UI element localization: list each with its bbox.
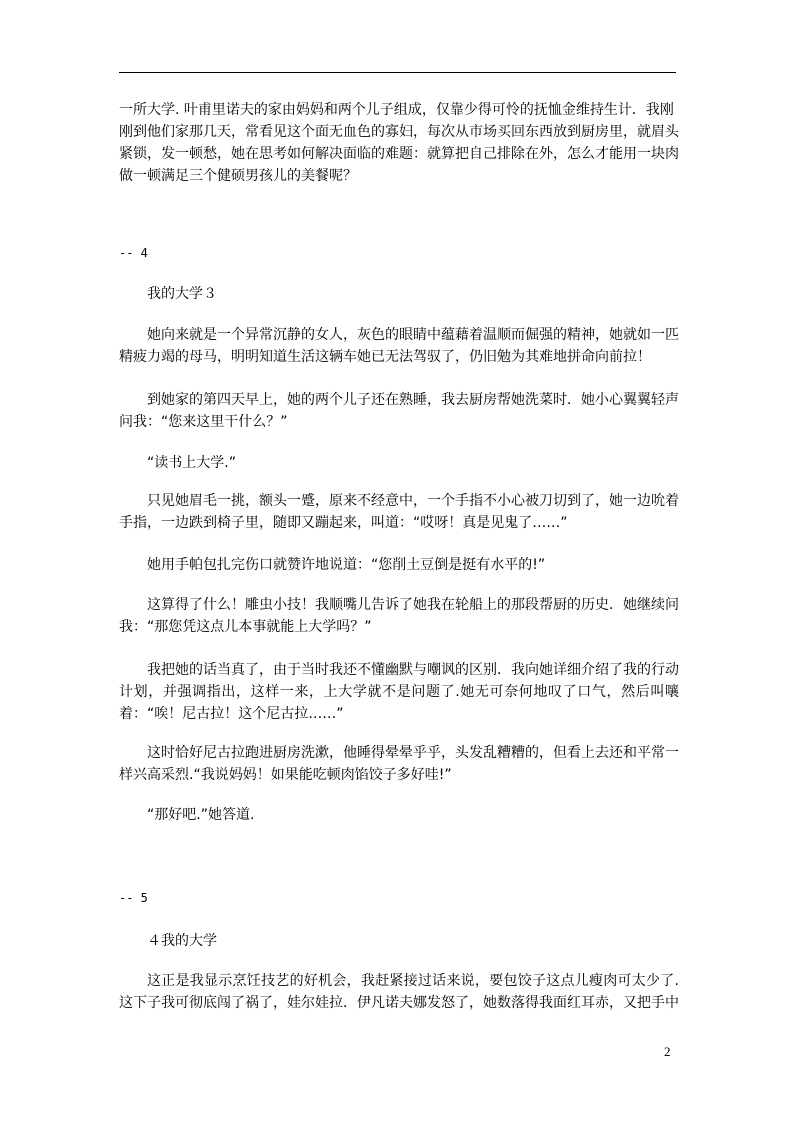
body-paragraph: 她用手帕包扎完伤口就赞许地说道：“您削土豆倒是挺有水平的!”: [147, 557, 546, 573]
body-paragraph: 这正是我显示烹饪技艺的好机会，我赶紧接过话来说，要包饺子这点儿瘦肉可太少了.这下子我可彻底闯了祸了，娃尔娃拉．伊凡诺夫娜发怒了，她数落得我面红耳赤，又把手中: [119, 973, 679, 1011]
section-title-4: 我的大学３: [147, 286, 217, 302]
section-marker-4: -- 4: [119, 246, 148, 260]
body-paragraph: 只见她眉毛一挑，额头一蹙，原来不经意中，一个手指不小心被刀切到了，她一边吮着手指，一边跌到椅子里，随即又蹦起来，叫道：“哎呀！真是见鬼了……”: [119, 493, 679, 531]
body-paragraph: 这时恰好尼古拉跑进厨房洗漱，他睡得晕晕乎乎，头发乱糟糟的，但看上去还和平常一样兴高采烈.“我说妈妈！如果能吃顿肉馅饺子多好哇!”: [119, 745, 679, 783]
body-paragraph: 这算得了什么！雕虫小技！我顺嘴儿告诉了她我在轮船上的那段帮厨的历史．她继续问我：“那您凭这点儿本事就能上大学吗？”: [119, 597, 679, 635]
body-paragraph: 她向来就是一个异常沉静的女人，灰色的眼睛中蕴藉着温顺而倔强的精神，她就如一匹精疲力竭的母马，明明知道生活这辆车她已无法驾驭了，仍旧勉为其难地拼命向前拉！: [119, 327, 679, 365]
body-paragraph: 我把她的话当真了，由于当时我还不懂幽默与嘲讽的区别．我向她详细介绍了我的行动计划，并强调指出，这样一来，上大学就不是问题了.她无可奈何地叹了口气，然后叫嚷着：“唉！尼古拉！这个尼古拉……”: [119, 662, 679, 722]
section-title-5: ４我的大学: [147, 933, 217, 949]
body-paragraph: 到她家的第四天早上，她的两个儿子还在熟睡，我去厨房帮她洗菜时．她小心翼翼轻声问我：“您来这里干什么？”: [119, 392, 679, 430]
body-paragraph: “那好吧.”她答道.: [147, 807, 255, 823]
intro-paragraph: 一所大学. 叶甫里诺夫的家由妈妈和两个儿子组成，仅靠少得可怜的抚恤金维持生计．我刚刚到他们家那几天，常看见这个面无血色的寡妇，每次从市场买回东西放到厨房里，就眉头紧锁，发一顿愁，她在思考如何解决面临的难题：就算把自己排除在外，怎么才能用一块肉做一顿满足三个健硕男孩儿的美餐呢？: [119, 102, 679, 184]
section-marker-5: -- 5: [119, 891, 148, 905]
body-paragraph: “读书上大学.”: [147, 455, 236, 471]
page-number: 2: [664, 1044, 671, 1059]
header-rule: [119, 72, 676, 73]
